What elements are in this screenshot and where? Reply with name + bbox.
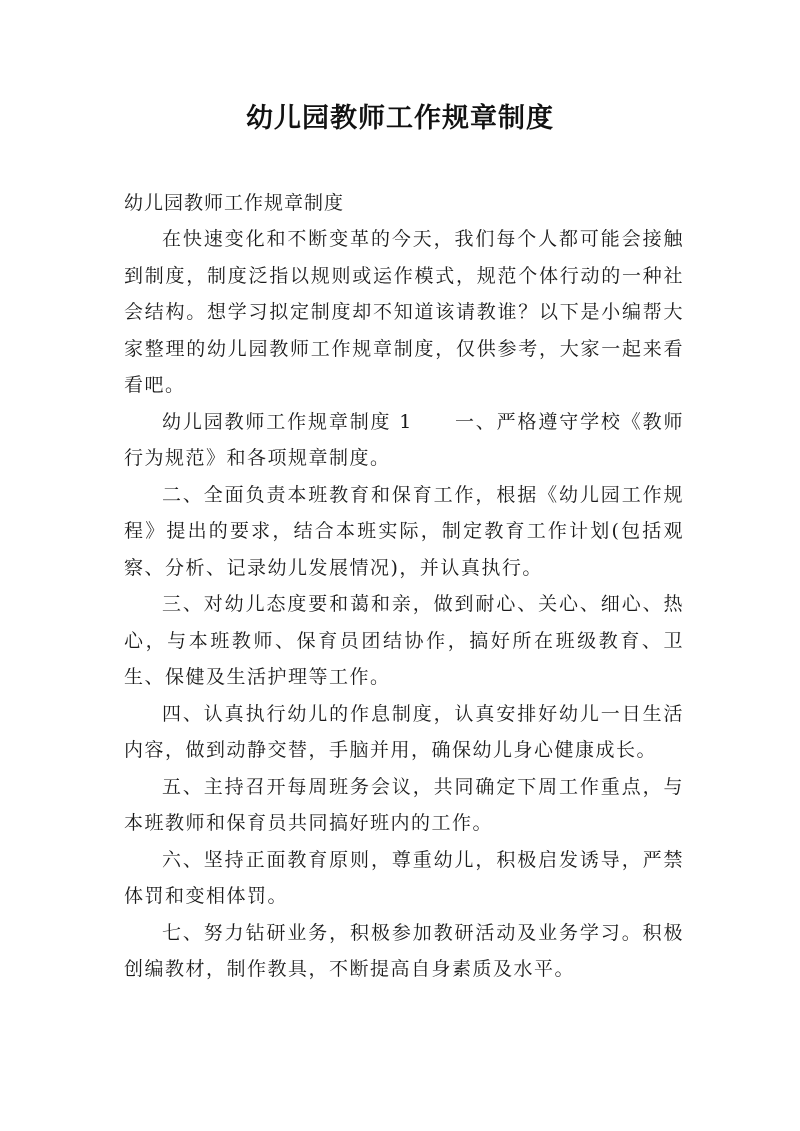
paragraph-intro: 在快速变化和不断变革的今天，我们每个人都可能会接触到制度，制度泛指以规则或运作模式，规范个体行动的一种社会结构。想学习拟定制度却不知道该请教谁？以下是小编帮大家整理的幼儿园教师工作规章制度，仅供参考，大家一起来看看吧。 <box>124 228 684 396</box>
paragraph-rule-5: 五、主持召开每周班务会议，共同确定下周工作重点，与本班教师和保育员共同搞好班内的工作。 <box>124 775 684 834</box>
document-body <box>124 188 684 988</box>
paragraph-rule-3: 三、对幼儿态度要和蔼和亲，做到耐心、关心、细心、热心，与本班教师、保育员团结协作，搞好所在班级教育、卫生、保健及生活护理等工作。 <box>124 593 684 688</box>
document-title: 幼儿园教师工作规章制度 <box>246 103 554 134</box>
paragraph-rule-2: 二、全面负责本班教育和保育工作，根据《幼儿园工作规程》提出的要求，结合本班实际，制定教育工作计划(包括观察、分析、记录幼儿发展情况)，并认真执行。 <box>124 483 684 579</box>
paragraph-rule-4: 四、认真执行幼儿的作息制度，认真安排好幼儿一日生活内容，做到动静交替，手脑并用，确保幼儿身心健康成长。 <box>124 702 684 761</box>
paragraph-rule-7: 七、努力钻研业务，积极参加教研活动及业务学习。积极创编教材，制作教具，不断提高自身素质及水平。 <box>124 921 684 980</box>
paragraph-rule-6: 六、坚持正面教育原则，尊重幼儿，积极启发诱导，严禁体罚和变相体罚。 <box>124 848 684 907</box>
paragraph-rule-1: 幼儿园教师工作规章制度 1 一、严格遵守学校《教师行为规范》和各项规章制度。 <box>124 410 684 469</box>
document-subtitle: 幼儿园教师工作规章制度 <box>124 192 345 214</box>
